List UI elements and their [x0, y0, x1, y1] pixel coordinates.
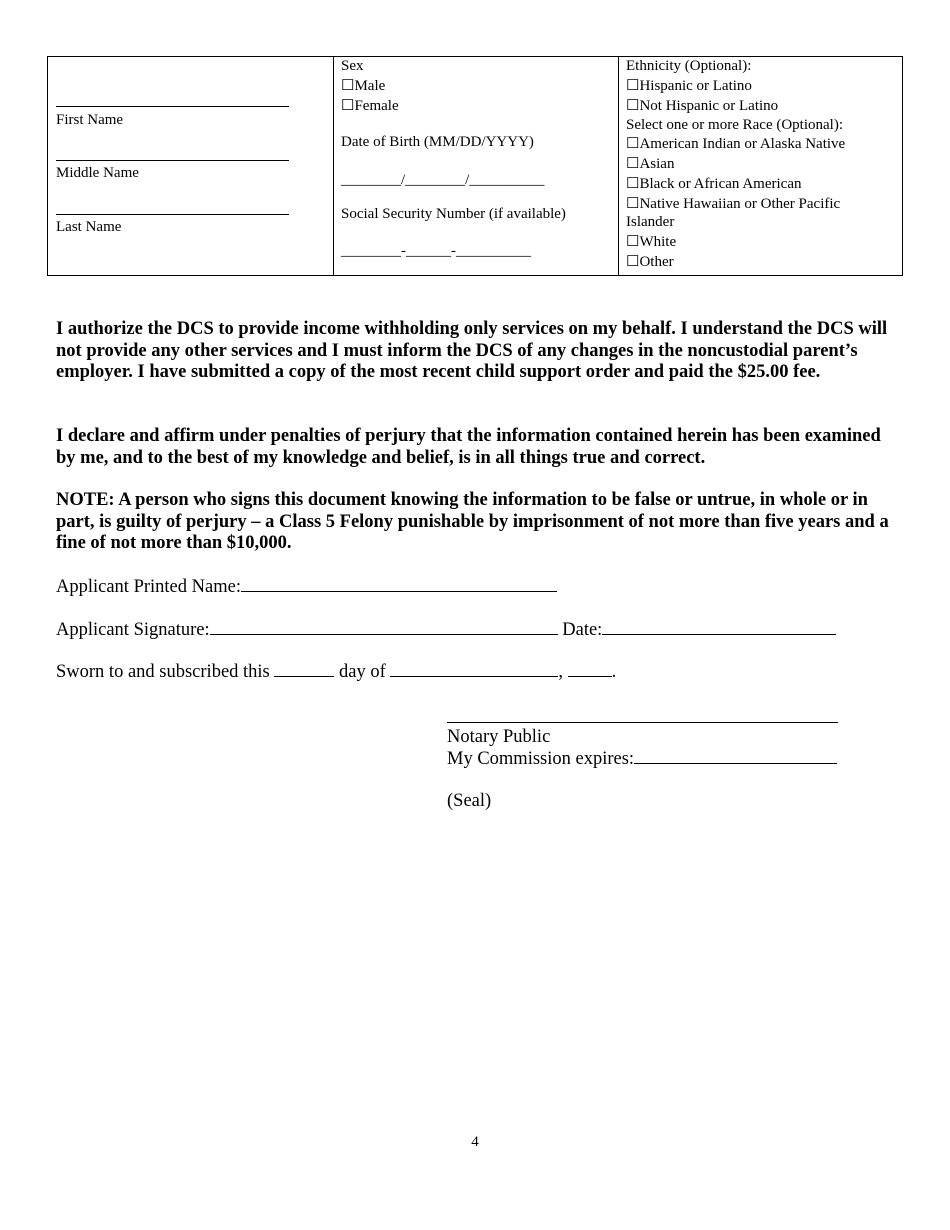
- ssn-field[interactable]: ________-______-__________: [341, 243, 531, 259]
- perjury-declaration: I declare and affirm under penalties of perjury that the information contained herein has been examined by me, and to the best of my knowledge and belief, is in all things true and correct.: [56, 426, 881, 468]
- authorization-statement: I authorize the DCS to provide income withholding only services on my behalf. I understand the DCS will not provide any other services and I must inform the DCS of any changes in the noncustodial parent’s employer. I have submitted a copy of the most recent child support order and paid the $25.00 fee.: [56, 319, 888, 382]
- race-label: Select one or more Race (Optional):: [626, 117, 844, 133]
- not-hispanic-label: Not Hispanic or Latino: [639, 98, 779, 114]
- female-checkbox[interactable]: ☐: [341, 98, 355, 114]
- printed-name-row: [56, 575, 557, 598]
- american-indian-checkbox[interactable]: ☐: [626, 136, 640, 152]
- not-hispanic-checkbox[interactable]: ☐: [626, 98, 640, 114]
- asian-option[interactable]: [626, 155, 674, 173]
- printed-name-label: Applicant Printed Name:: [56, 577, 241, 597]
- commission-row: [447, 747, 837, 770]
- black-checkbox[interactable]: ☐: [626, 176, 640, 192]
- male-option[interactable]: [341, 77, 385, 95]
- black-label: Black or African American: [639, 176, 802, 192]
- printed-name-field[interactable]: [241, 575, 557, 592]
- hispanic-checkbox[interactable]: ☐: [626, 78, 640, 94]
- hispanic-option[interactable]: [626, 77, 752, 95]
- american-indian-label: American Indian or Alaska Native: [639, 136, 846, 152]
- sex-label: Sex: [341, 58, 364, 74]
- ethnicity-label: Ethnicity (Optional):: [626, 58, 752, 74]
- sworn-day-field[interactable]: [274, 660, 334, 677]
- column-divider: [333, 57, 334, 275]
- commission-expires-field[interactable]: [634, 747, 837, 764]
- ssn-label: Social Security Number (if available): [341, 206, 566, 222]
- hispanic-label: Hispanic or Latino: [639, 78, 752, 94]
- signature-field[interactable]: [210, 618, 558, 635]
- female-option[interactable]: [341, 97, 399, 115]
- middle-name-label: Middle Name: [56, 165, 139, 181]
- sworn-period: .: [611, 662, 617, 682]
- male-label: Male: [354, 78, 386, 94]
- dob-label: Date of Birth (MM/DD/YYYY): [341, 134, 534, 150]
- other-checkbox[interactable]: ☐: [626, 254, 640, 270]
- sworn-year-field[interactable]: [568, 660, 612, 677]
- black-option[interactable]: [626, 175, 801, 193]
- column-divider: [618, 57, 619, 275]
- hawaiian-option[interactable]: [626, 195, 840, 213]
- last-name-field[interactable]: [56, 214, 289, 215]
- sworn-comma: ,: [558, 662, 564, 682]
- american-indian-option[interactable]: [626, 135, 845, 153]
- sworn-month-field[interactable]: [390, 660, 558, 677]
- first-name-field[interactable]: [56, 106, 289, 107]
- male-checkbox[interactable]: ☐: [341, 78, 355, 94]
- middle-name-field[interactable]: [56, 160, 289, 161]
- personal-info-table: [47, 56, 903, 276]
- not-hispanic-option[interactable]: [626, 97, 778, 115]
- sworn-row: [56, 660, 616, 683]
- hawaiian-label-cont: Islander: [626, 214, 675, 230]
- asian-label: Asian: [639, 156, 675, 172]
- notary-signature-field[interactable]: [447, 722, 838, 723]
- last-name-label: Last Name: [56, 219, 122, 235]
- perjury-note: NOTE: A person who signs this document knowing the information to be false or untrue, in whole or in part, is guilty of perjury – a Class 5 Felony punishable by imprisonment of not more than five years and a fine of not more than $10,000.: [56, 490, 889, 553]
- white-option[interactable]: [626, 233, 676, 251]
- white-label: White: [639, 234, 677, 250]
- other-option[interactable]: [626, 253, 674, 271]
- hawaiian-label: Native Hawaiian or Other Pacific: [639, 196, 841, 212]
- notary-public-label: Notary Public: [447, 727, 551, 747]
- date-label: Date:: [562, 620, 603, 640]
- hawaiian-checkbox[interactable]: ☐: [626, 196, 640, 212]
- asian-checkbox[interactable]: ☐: [626, 156, 640, 172]
- white-checkbox[interactable]: ☐: [626, 234, 640, 250]
- other-label: Other: [639, 254, 674, 270]
- sworn-day-label: day of: [339, 662, 386, 682]
- first-name-label: First Name: [56, 112, 124, 128]
- seal-label: (Seal): [447, 791, 492, 811]
- commission-label: My Commission expires:: [447, 749, 635, 769]
- date-field[interactable]: [602, 618, 836, 635]
- signature-label: Applicant Signature:: [56, 620, 210, 640]
- female-label: Female: [354, 98, 399, 114]
- page-number: 4: [471, 1134, 479, 1150]
- signature-row: [56, 618, 836, 641]
- dob-field[interactable]: ________/________/__________: [341, 172, 545, 188]
- sworn-prefix: Sworn to and subscribed this: [56, 662, 270, 682]
